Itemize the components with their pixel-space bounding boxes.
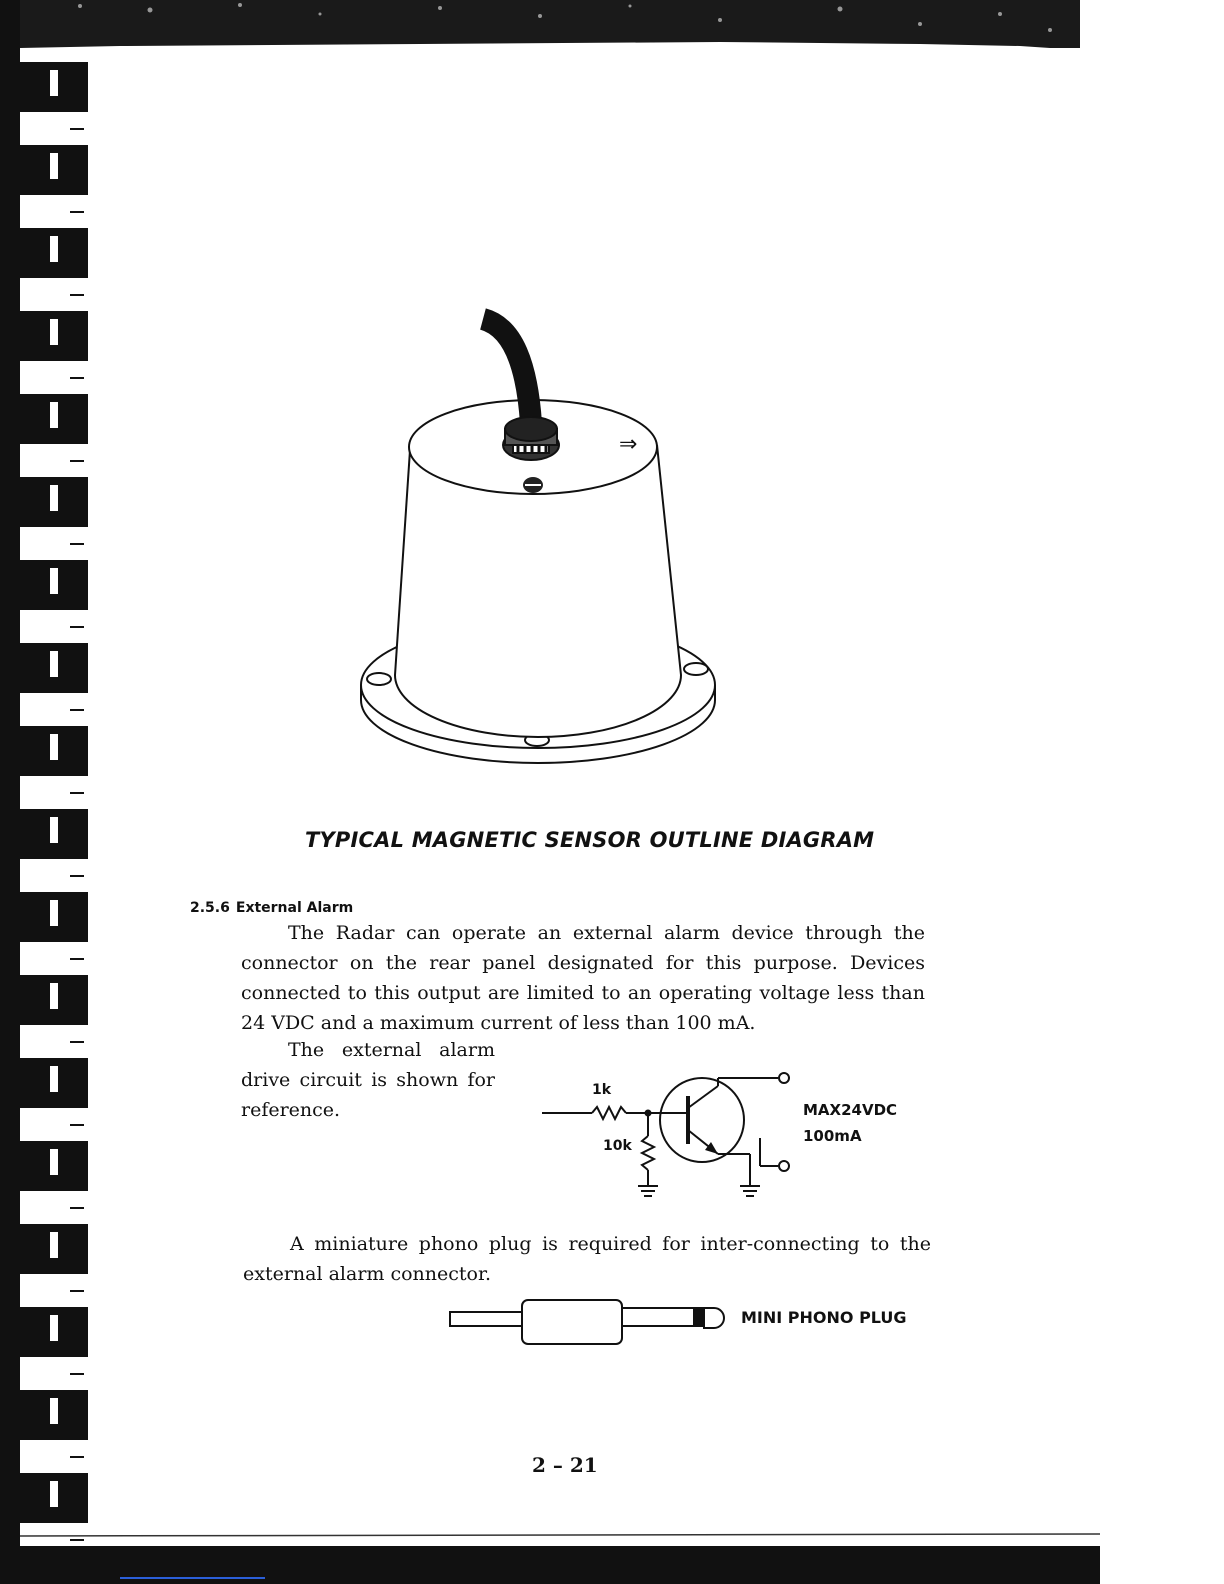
paragraph-circuit-reference: [241, 1035, 495, 1125]
plug-tip: [704, 1308, 724, 1328]
binding-coil-gap: [50, 1315, 58, 1341]
binding-coil-gap: [50, 900, 58, 926]
binding-coil-gap: [50, 817, 58, 843]
binding-tick: [70, 1124, 84, 1126]
binding-tick: [70, 1373, 84, 1375]
binding-tick: [70, 626, 84, 628]
mounting-hole-left: [367, 673, 391, 685]
magnetic-sensor-diagram: [355, 305, 725, 780]
binding-coil-gap: [50, 236, 58, 262]
binding-coil-gap: [50, 1232, 58, 1258]
binding-tick: [70, 294, 84, 296]
binding-tick: [70, 1041, 84, 1043]
binding-coil-gap: [50, 651, 58, 677]
ground-symbol-left: [638, 1186, 658, 1196]
resistor-1k: [592, 1107, 626, 1119]
figure-caption: TYPICAL MAGNETIC SENSOR OUTLINE DIAGRAM: [305, 828, 875, 852]
mini-phono-plug-diagram: [446, 1292, 916, 1352]
binding-tick: [70, 1456, 84, 1458]
top-scan-edge: [20, 0, 1080, 48]
binding-coil-gap: [50, 70, 58, 96]
top-screw: [523, 477, 543, 493]
alarm-drive-circuit: [540, 1058, 920, 1204]
collector-terminal: [779, 1073, 789, 1083]
max-current-label: 100mA: [803, 1127, 862, 1145]
transistor-symbol: [660, 1078, 744, 1162]
binding-tick: [70, 377, 84, 379]
binding-tick: [70, 709, 84, 711]
binding-coil-gap: [50, 153, 58, 179]
binding-coil-gap: [50, 1066, 58, 1092]
resistor-10k-label: 10k: [603, 1138, 632, 1154]
paragraph-1-text: The Radar can operate an external alarm device through the connector on the rear panel designated for this purpose. Devices connected to this output are limited to an operating voltage less than 24 VDC and a maximum current of less than 100 mA.: [241, 922, 925, 1034]
section-number: 2.5.6: [190, 900, 230, 916]
resistor-1k-label: 1k: [592, 1082, 612, 1098]
binding-coil-gap: [50, 1149, 58, 1175]
bottom-scan-edge: [20, 1528, 1100, 1584]
binding-coil-gap: [50, 402, 58, 428]
binding-tick: [70, 1207, 84, 1209]
emitter-terminal: [779, 1161, 789, 1171]
binding-tick: [70, 792, 84, 794]
binding-coil-gap: [50, 485, 58, 511]
binding-tick: [70, 1290, 84, 1292]
ground-symbol-right: [740, 1186, 760, 1196]
binding-tick: [70, 875, 84, 877]
paragraph-3-text: A miniature phono plug is required for inter-connecting to the external alarm connector.: [243, 1233, 931, 1285]
direction-arrow-icon: ⇒: [619, 432, 638, 457]
binding-coil-gap: [50, 983, 58, 1009]
binding-tick: [70, 460, 84, 462]
plug-sleeve: [622, 1308, 694, 1326]
mounting-hole-right: [684, 663, 708, 675]
paragraph-phono-plug: [243, 1229, 931, 1289]
section-heading: [190, 900, 353, 916]
binding-coil-gap: [50, 1398, 58, 1424]
binding-coil-gap: [50, 319, 58, 345]
binding-coil-gap: [50, 1481, 58, 1507]
cable-gland: [503, 417, 559, 460]
section-title: External Alarm: [235, 900, 354, 916]
resistor-10k: [642, 1136, 654, 1170]
page-number: 2 – 21: [532, 1453, 598, 1477]
binding-coil-gap: [50, 568, 58, 594]
binding-tick: [70, 958, 84, 960]
binding-coil-gap: [50, 734, 58, 760]
max-voltage-label: MAX24VDC: [803, 1101, 898, 1119]
plug-cable: [450, 1312, 522, 1326]
binding-tick: [70, 543, 84, 545]
paragraph-alarm-description: [241, 918, 925, 1038]
spiral-binding: [0, 0, 96, 1584]
paragraph-2-text: The external alarm drive circuit is shown for reference.: [241, 1039, 495, 1121]
binding-tick: [70, 211, 84, 213]
binding-tick: [70, 128, 84, 130]
plug-handle: [522, 1300, 622, 1344]
plug-label: MINI PHONO PLUG: [741, 1308, 907, 1327]
